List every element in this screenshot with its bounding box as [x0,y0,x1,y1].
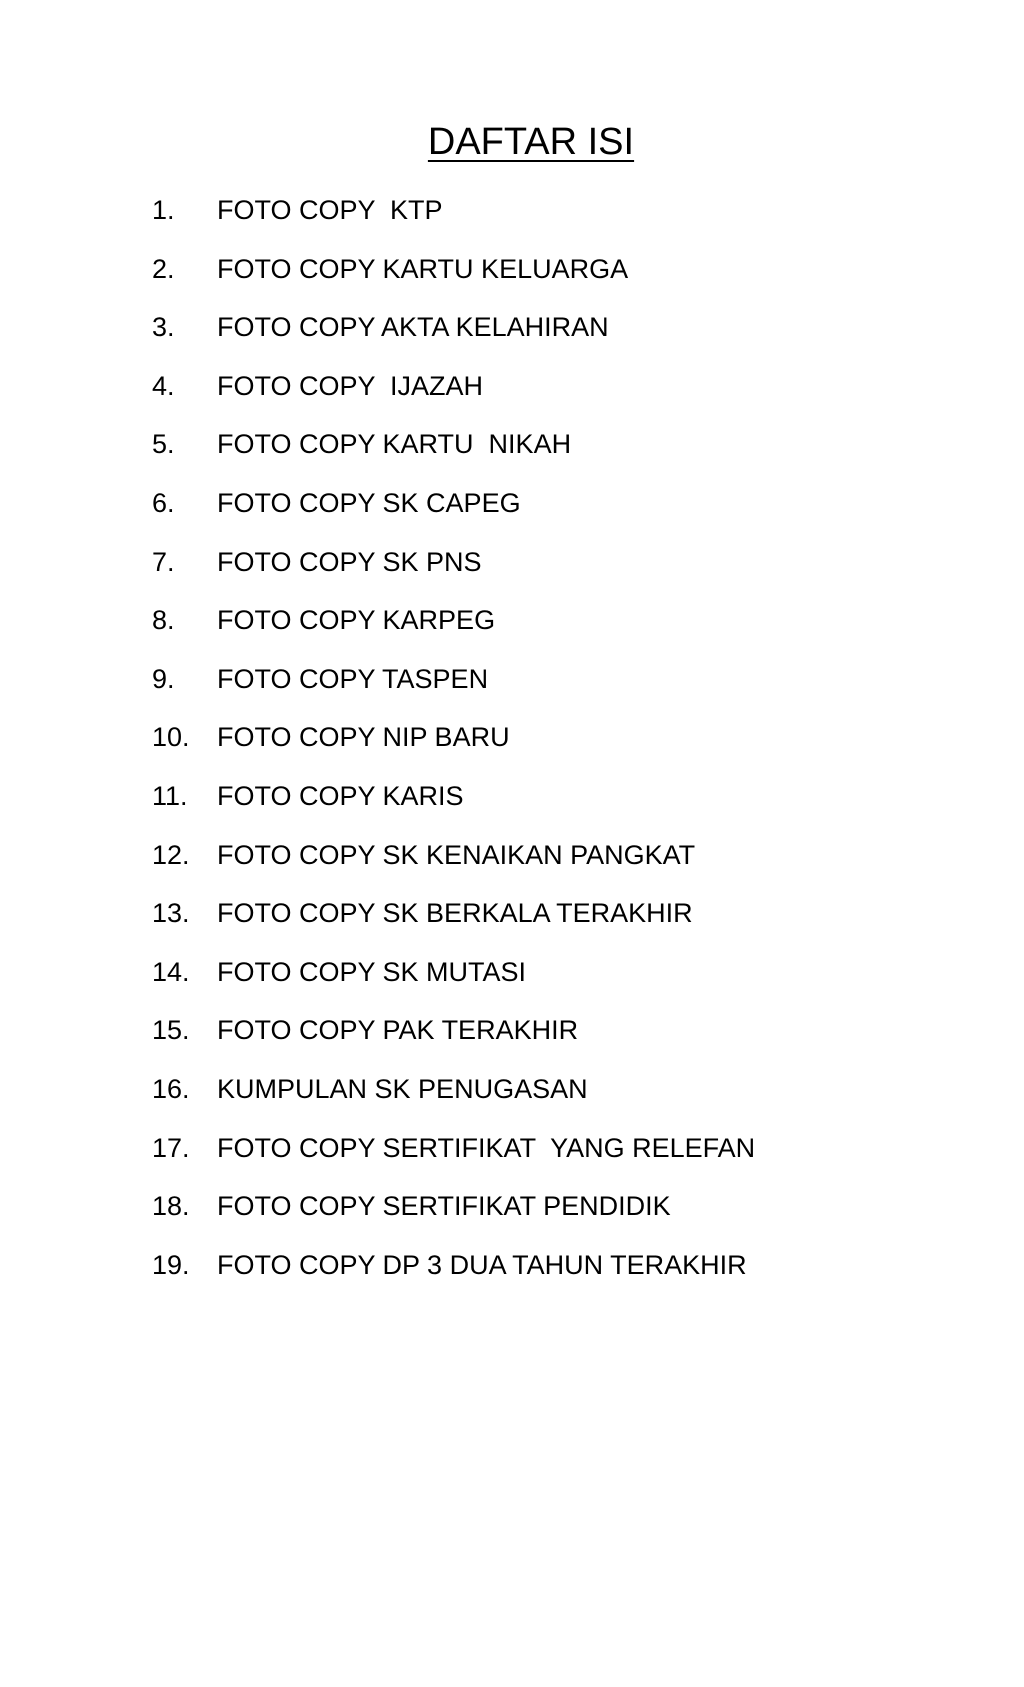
list-item [0,366,1024,425]
list-item-text: FOTO COPY SK CAPEG [217,487,521,518]
list-item-text: FOTO COPY SK PNS [217,546,482,577]
list-item-text: FOTO COPY KARTU KELUARGA [217,253,629,284]
list-item-number: 14. [152,956,190,987]
list-item [0,249,1024,308]
list-item-number: 16. [152,1073,190,1104]
list-item-number: 15. [152,1015,190,1046]
list-item-text: FOTO COPY NIP BARU [217,722,510,753]
list-item-text: FOTO COPY DP 3 DUA TAHUN TERAKHIR [217,1249,747,1280]
list-item-number: 5. [152,429,175,460]
list-item-text: KUMPULAN SK PENUGASAN [217,1073,588,1104]
list-item-number: 11. [152,780,188,811]
list-item-text: FOTO COPY KTP [217,195,443,225]
list-item [0,190,1024,249]
list-item [0,835,1024,894]
list-item [0,1128,1024,1187]
list-item-number: 7. [152,546,175,577]
list-item-number: 8. [152,605,175,636]
list-item-number: 3. [152,312,175,343]
list-item-text: FOTO COPY KARIS [217,780,464,811]
list-item [0,600,1024,659]
list-item-text: FOTO COPY IJAZAH [217,370,484,401]
list-item-text: FOTO COPY SK MUTASI [217,956,527,987]
list-item-number: 1. [152,195,175,225]
list-item-text: FOTO COPY PAK TERAKHIR [217,1015,579,1046]
list-item [0,952,1024,1011]
list-item-number: 6. [152,487,175,518]
list-item [0,483,1024,542]
list-item [0,1186,1024,1245]
list-item-number: 13. [152,898,190,929]
table-of-contents [0,190,1024,1303]
list-item-text: FOTO COPY TASPEN [217,663,489,694]
list-item-number: 18. [152,1191,190,1222]
list-item-number: 4. [152,370,175,401]
list-item [0,1010,1024,1069]
list-item [0,424,1024,483]
list-item-text: FOTO COPY SERTIFIKAT YANG RELEFAN [217,1132,756,1163]
list-item [0,717,1024,776]
list-item [0,542,1024,601]
list-item-number: 9. [152,663,175,694]
list-item-text: FOTO COPY KARPEG [217,605,496,636]
list-item-number: 10. [152,722,190,753]
list-item-number: 12. [152,839,190,870]
list-item [0,307,1024,366]
list-item [0,893,1024,952]
list-item-text: FOTO COPY KARTU NIKAH [217,429,572,460]
list-item-text: FOTO COPY SERTIFIKAT PENDIDIK [217,1191,671,1222]
list-item-text: FOTO COPY SK KENAIKAN PANGKAT [217,839,696,870]
list-item [0,1069,1024,1128]
list-item [0,659,1024,718]
page-title: DAFTAR ISI [427,121,635,163]
list-item-text: FOTO COPY AKTA KELAHIRAN [217,312,609,343]
list-item-number: 19. [152,1249,190,1280]
list-item-number: 2. [152,253,175,284]
list-item-text: FOTO COPY SK BERKALA TERAKHIR [217,898,693,929]
list-item [0,1245,1024,1304]
list-item [0,776,1024,835]
list-item-number: 17. [152,1132,190,1163]
